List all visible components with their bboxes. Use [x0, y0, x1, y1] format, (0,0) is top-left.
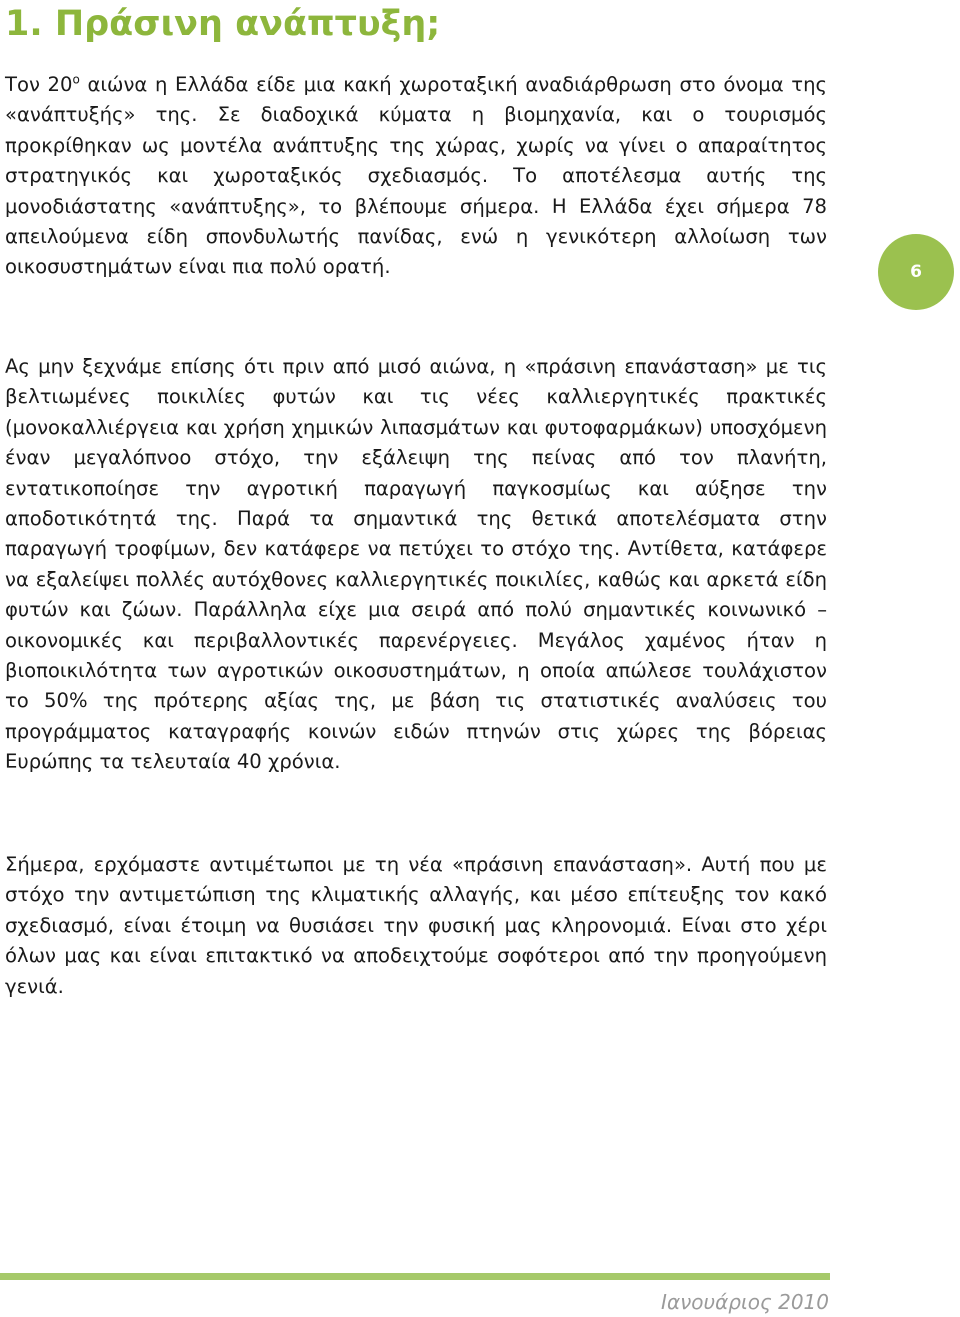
- paragraph-conclusion: Σήμερα, ερχόμαστε αντιμέτωποι με τη νέα «πράσινη επανάσταση». Αυτή που με στόχο την αντιμετώπιση της κλιματικής αλλαγής, και μέσο επίτευξης τον κακό σχεδιασμό, είναι έτοιμη να θυσιάσει την φυσική μας κληρονομιά. Είναι στο χέρι όλων μας και είναι επιτακτικό να αποδειχτούμε σοφότεροι από την προηγούμενη γενιά.: [5, 853, 827, 998]
- page-number: 6: [910, 262, 922, 282]
- paragraph-intro: [5, 70, 827, 283]
- ordinal-superscript: ο: [72, 72, 80, 87]
- paragraph-intro-start: Τον 20: [5, 73, 73, 96]
- footer-divider: [0, 1273, 830, 1280]
- paragraph-intro-rest: αιώνα η Ελλάδα είδε μια κακή χωροταξική αναδιάρθρωση στο όνομα της «ανάπτυξής» της. Σε διαδοχικά κύματα η βιομηχανία, και ο τουρισμός προκρίθηκαν ως μοντέλα ανάπτυξης της χώρας, χωρίς να γίνει ο απαραίτητος στρατηγικός και χωροταξικός σχεδιασμός. Το αποτέλεσμα αυτής της μονοδιάστατης «ανάπτυξης», το βλέπουμε σήμερα. Η Ελλάδα έχει σήμερα 78 απειλούμενα είδη σπονδυλωτής πανίδας, ενώ η γενικότερη αλλοίωση των οικοσυστημάτων είναι πια πολύ ορατή.: [5, 73, 827, 279]
- section-heading: 1. Πράσινη ανάπτυξη;: [5, 4, 441, 44]
- paragraph-green-revolution: Ας μην ξεχνάμε επίσης ότι πριν από μισό αιώνα, η «πράσινη επανάσταση» με τις βελτιωμένες ποικιλίες φυτών και τις νέες καλλιεργητικές πρακτικές (μονοκαλλιέργεια και χρήση χημικών λιπασμάτων και φυτοφαρμάκων) υποσχόμενη έναν μεγαλόπνοο στόχο, την εξάλειψη της πείνας από τον πλανήτη, εντατικοποίησε την αγροτική παραγωγή παγκοσμίως και αύξησε την αποδοτικότητά της. Παρά τα σημαντικά της θετικά αποτελέσματα στην παραγωγή τροφίμων, δεν κατάφερε να πετύχει το στόχο της. Αντίθετα, κατάφερε να εξαλείψει πολλές αυτόχθονες καλλιεργητικές ποικιλίες, καθώς και αρκετά είδη φυτών και ζώων. Παράλληλα είχε μια σειρά από πολύ σημαντικές κοινωνικό –οικονομικές και περιβαλλοντικές παρενέργειες. Μεγάλος χαμένος ήταν η βιοποικιλότητα των αγροτικών οικοσυστημάτων, η οποία απώλεσε τουλάχιστον το 50% της πρότερης αξίας της, με βάση τις στατιστικές αναλύσεις του προγράμματος καταγραφής κοινών ειδών πτηνών στις χώρες της βόρειας Ευρώπης τα τελευταία 40 χρόνια.: [5, 355, 827, 774]
- footer-date: Ιανουάριος 2010: [661, 1290, 829, 1314]
- page-number-badge: [878, 234, 954, 310]
